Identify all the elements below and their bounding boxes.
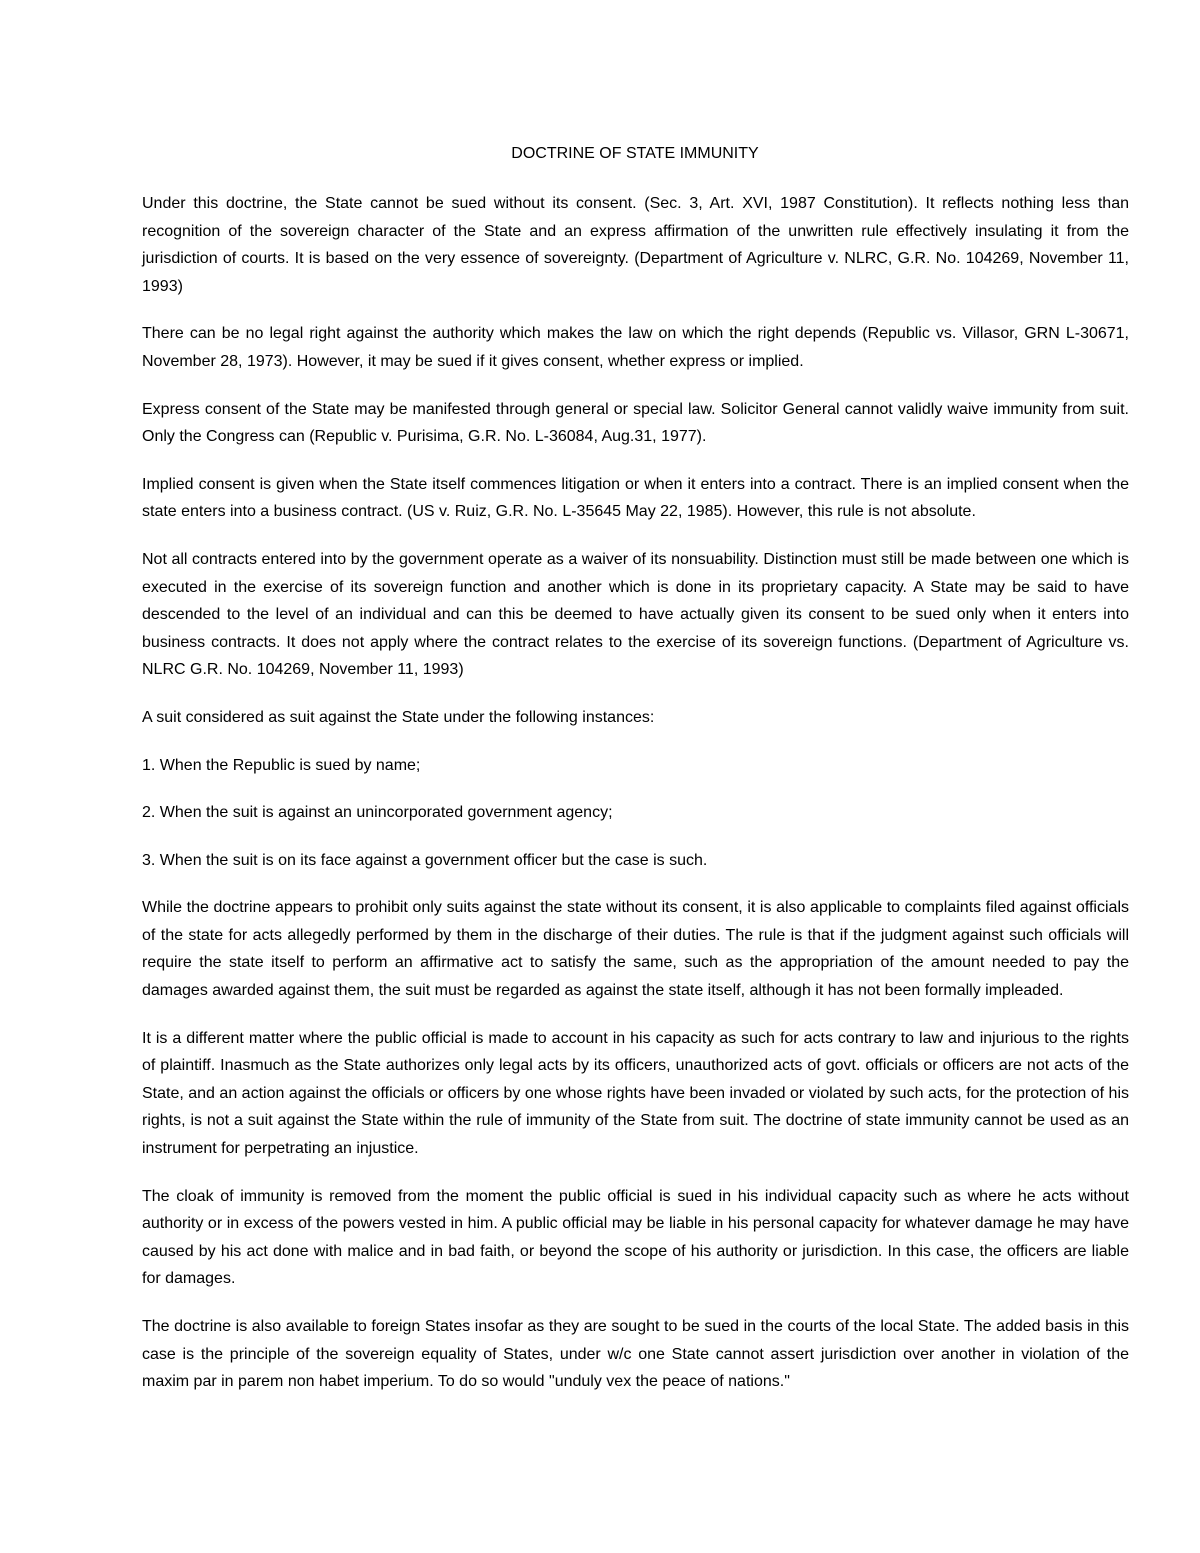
paragraph-officials: While the doctrine appears to prohibit only suits against the state without its consent, it is also applicable to complaints filed against officials of the state for acts allegedly performed by them in the discharge of their duties. The rule is that if the judgment against such officials will require the state itself to perform an affirmative act to satisfy the same, such as the appropriation of the amount needed to pay the damages awarded against them, the suit must be regarded as against the state itself, although it has not been formally impleaded. xyxy=(142,899,1129,1000)
document-body xyxy=(142,190,1129,1416)
paragraph-different-matter: It is a different matter where the public official is made to account in his capacity as such for acts contrary to law and injurious to the rights of plaintiff. Inasmuch as the State authorizes only legal acts by its officers, unauthorized acts of govt. officials or officers are not acts of the State, and an action against the officials or officers by one whose rights have been invaded or violated by such acts, for the protection of his rights, is not a suit against the State within the rule of immunity of the State from suit. The doctrine of state immunity cannot be used as an instrument for perpetrating an injustice. xyxy=(142,1029,1129,1158)
paragraph-instances-intro: A suit considered as suit against the State under the following instances: xyxy=(142,708,655,726)
paragraph-implied-consent: Implied consent is given when the State itself commences litigation or when it enters into a contract. There is an implied consent when the state enters into a business contract. (US v. Ruiz, G.R. No. L-35645 May 22, 1985). However, this rule is not absolute. xyxy=(142,475,1129,521)
paragraph-foreign-states: The doctrine is also available to foreign States insofar as they are sought to be sued in the courts of the local State. The added basis in this case is the principle of the sovereign equality of States, under w/c one State cannot assert jurisdiction over another in violation of the maxim par in parem non habet imperium. To do so would "unduly vex the peace of nations." xyxy=(142,1318,1129,1391)
list-item-instance-1: 1. When the Republic is sued by name; xyxy=(142,756,421,774)
paragraph-legal-right: There can be no legal right against the authority which makes the law on which the right depends (Republic vs. Villasor, GRN L-30671, November 28, 1973). However, it may be sued if it gives consent, whether express or implied. xyxy=(142,325,1129,370)
paragraph-contracts: Not all contracts entered into by the government operate as a waiver of its nonsuability. Distinction must still be made between one which is executed in the exercise of its sovereign function and another which is done in its proprietary capacity. A State may be said to have descended to the level of an individual and can this be deemed to have actually given its consent to be sued only when it enters into business contracts. It does not apply where the contract relates to the exercise of its sovereign functions. (Department of Agriculture vs. NLRC G.R. No. 104269, November 11, 1993) xyxy=(142,550,1129,679)
paragraph-cloak-of-immunity: The cloak of immunity is removed from the moment the public official is sued in his individual capacity such as where he acts without authority or in excess of the powers vested in him. A public official may be liable in his personal capacity for whatever damage he may have caused by his act done with malice and in bad faith, or beyond the scope of his authority or jurisdiction. In this case, the officers are liable for damages. xyxy=(142,1187,1129,1288)
paragraph-express-consent: Express consent of the State may be manifested through general or special law. Solicitor General cannot validly waive immunity from suit. Only the Congress can (Republic v. Purisima, G.R. No. L-36084, Aug.31, 1977). xyxy=(142,400,1129,446)
list-item-instance-2: 2. When the suit is against an unincorporated government agency; xyxy=(142,804,613,822)
paragraph-definition: Under this doctrine, the State cannot be sued without its consent. (Sec. 3, Art. XVI, 1987 Constitution). It reflects nothing less than recognition of the sovereign character of the State and an express affirmation of the unwritten rule effectively insulating it from the jurisdiction of courts. It is based on the very essence of sovereignty. (Department of Agriculture v. NLRC, G.R. No. 104269, November 11, 1993) xyxy=(142,195,1129,295)
list-item-instance-3: 3. When the suit is on its face against a government officer but the case is such. xyxy=(142,851,708,869)
document-title: DOCTRINE OF STATE IMMUNITY xyxy=(511,145,759,162)
